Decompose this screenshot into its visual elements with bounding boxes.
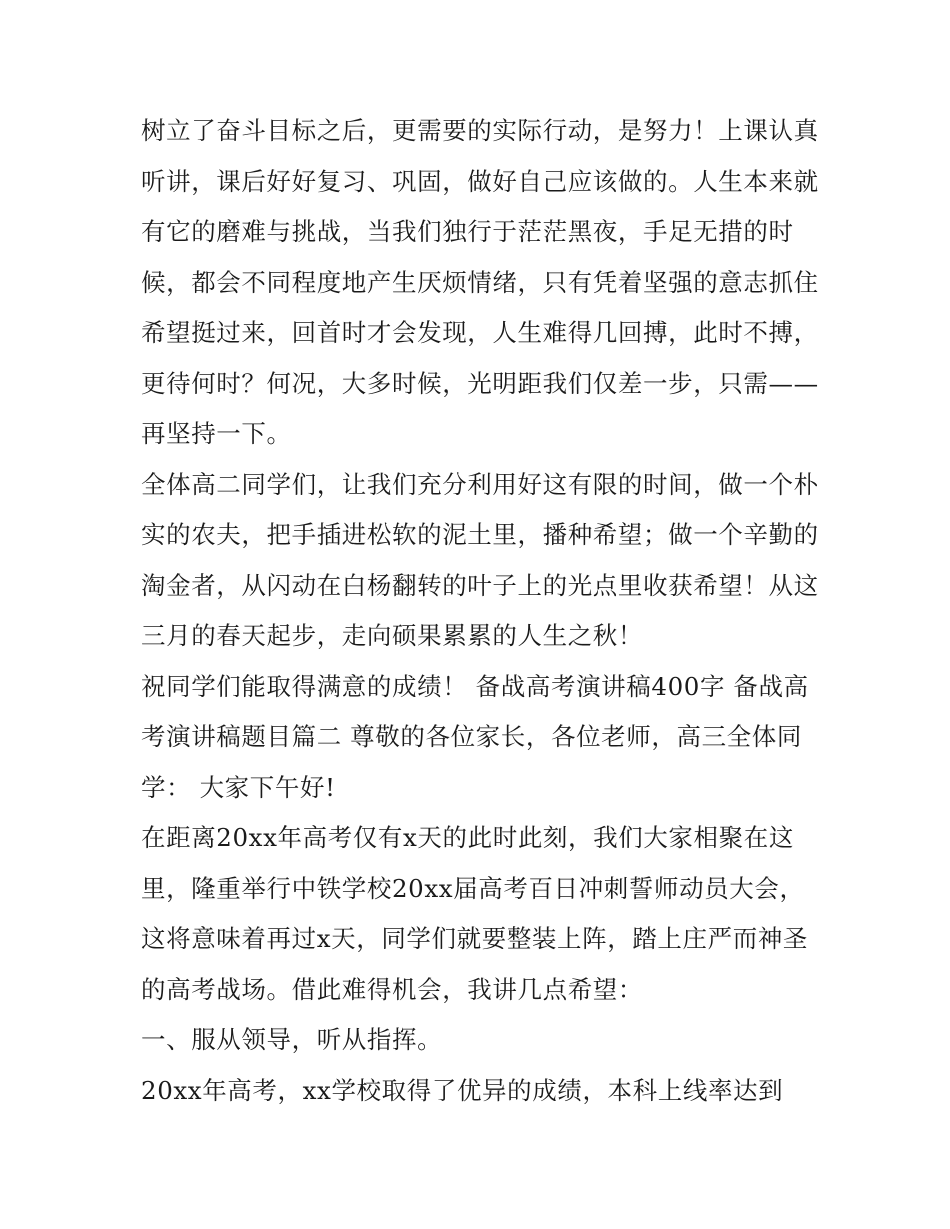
text-line: 淘金者，从闪动在白杨翻转的叶子上的光点里收获希望！从这 [141,570,819,600]
text-line: 学： 大家下午好! [141,772,336,802]
text-line: 祝同学们能取得满意的成绩！ 备战高考演讲稿400字 备战高 [141,671,809,701]
text-line: 更待何时？何况，大多时候，光明距我们仅差一步，只需—— [141,368,819,398]
text-line: 有它的磨难与挑战，当我们独行于茫茫黑夜，手足无措的时 [141,217,794,246]
paragraph-3 [141,662,811,814]
text-line: 候，都会不同程度地产生厌烦情绪，只有凭着坚强的意志抓住 [141,267,819,297]
paragraph-1 [141,106,819,460]
text-line: 这将意味着再过x天，同学们就要整装上阵，踏上庄严而神圣 [141,924,809,953]
section-heading [141,1015,811,1066]
text-line: 树立了奋斗目标之后，更需要的实际行动，是努力！上课认真 [141,116,819,145]
text-line: 全体高二同学们，让我们充分利用好这有限的时间，做一个朴 [141,469,819,499]
text-line: 听讲，课后好好复习、巩固，做好自己应该做的。人生本来就 [141,166,819,196]
text-line: 希望挺过来，回首时才会发现，人生难得几回搏，此时不搏， [141,318,819,347]
text-line: 里，隆重举行中铁学校20xx届高考百日冲刺誓师动员大会， [141,873,805,903]
text-line: 实的农夫，把手插进松软的泥土里，播种希望；做一个辛勤的 [141,520,819,549]
paragraph-2 [141,460,819,662]
text-line: 的高考战场。借此难得机会，我讲几点希望： [141,974,643,1004]
paragraph-5 [141,1066,811,1117]
text-line: 一、服从领导，听从指挥。 [141,1025,443,1054]
document-body [141,106,819,1116]
text-line: 再坚持一下。 [141,419,292,448]
text-line: 三月的春天起步，走向硕果累累的人生之秋！ [141,621,643,650]
text-line: 考演讲稿题目篇二 尊敬的各位家长，各位老师，高三全体同 [141,722,802,751]
paragraph-4 [141,813,811,1015]
text-line: 20xx年高考，xx学校取得了优异的成绩，本科上线率达到 [141,1075,784,1105]
text-line: 在距离20xx年高考仅有x天的此时此刻，我们大家相聚在这 [141,823,794,852]
